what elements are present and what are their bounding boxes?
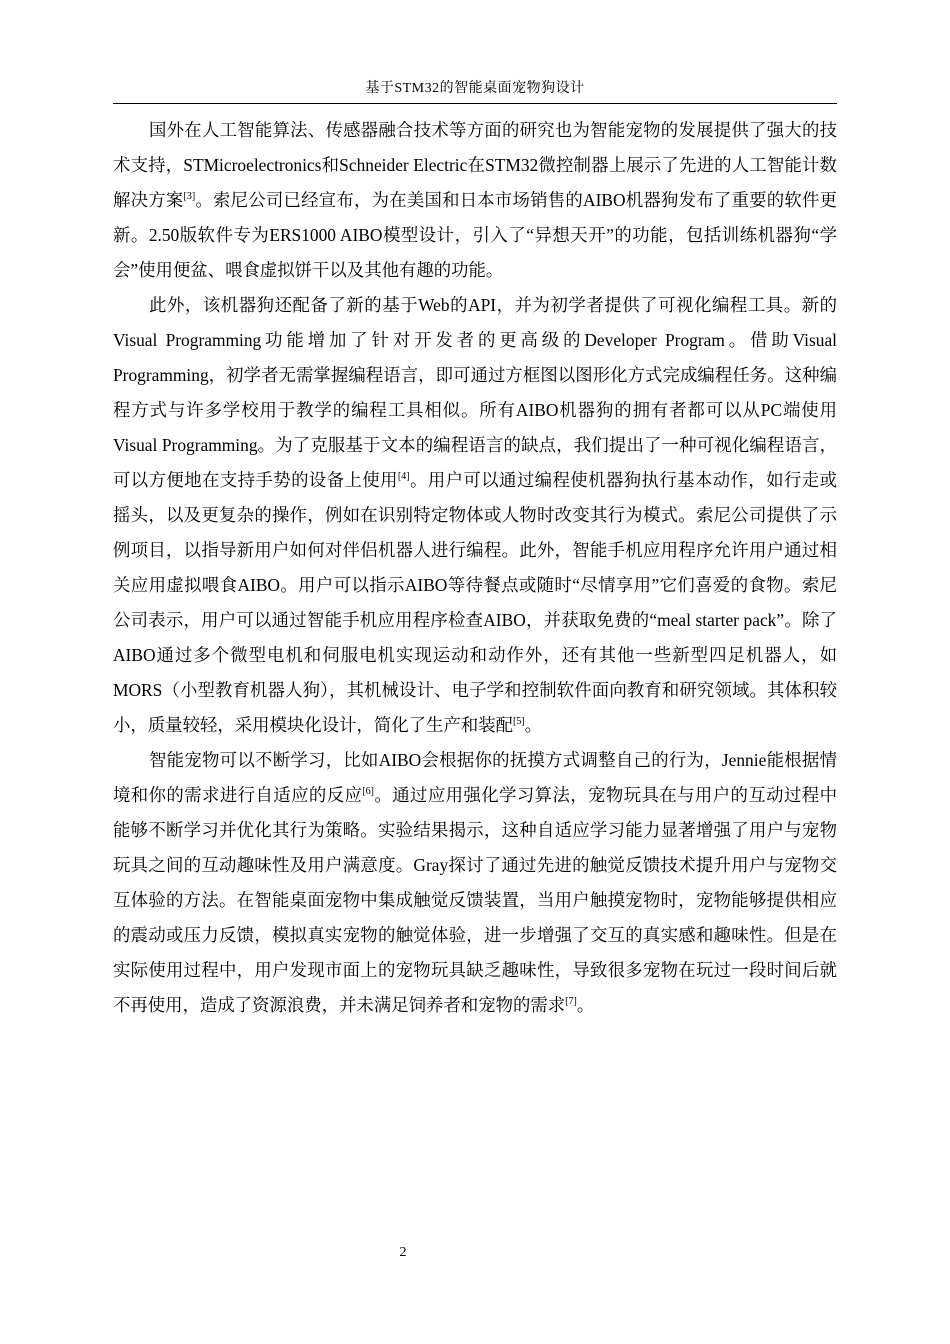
paragraph-text: 。用户可以通过编程使机器狗执行基本动作，如行走或摇头，以及更复杂的操作，例如在识别特定物体或人物时改变其行为模式。索尼公司提供了示例项目，以指导新用户如何对伴侣机器人进行编程。此外，智能手机应用程序允许用户通过相关应用虚拟喂食AIBO。用户可以指示AIBO等待餐点或随时“尽情享用”它们喜爱的食物。索尼公司表示，用户可以通过智能手机应用程序检查AIBO，并获取免费的“meal starter pack”。除了AIBO通过多个微型电机和伺服电机实现运动和动作外，还有其他一些新型四足机器人，如MORS（小型教育机器人狗），其机械设计、电子学和控制软件面向教育和研究领域。其体积较小，质量较轻，采用模块化设计，简化了生产和装配 <box>113 470 837 735</box>
body-text <box>113 113 837 1023</box>
citation-ref: [7] <box>565 996 577 1008</box>
paragraph-text: 。通过应用强化学习算法，宠物玩具在与用户的互动过程中能够不断学习并优化其行为策略。实验结果揭示，这种自适应学习能力显著增强了用户与宠物玩具之间的互动趣味性及用户满意度。Gray探讨了通过先进的触觉反馈技术提升用户与宠物交互体验的方法。在智能桌面宠物中集成触觉反馈装置，当用户触摸宠物时，宠物能够提供相应的震动或压力反馈，模拟真实宠物的触觉体验，进一步增强了交互的真实感和趣味性。但是在实际使用过程中，用户发现市面上的宠物玩具缺乏趣味性，导致很多宠物在玩过一段时间后就不再使用，造成了资源浪费，并未满足饲养者和宠物的需求 <box>113 785 837 1015</box>
paragraph-3 <box>113 743 837 1023</box>
paragraph-text: 。 <box>576 995 595 1015</box>
citation-ref: [6] <box>362 786 374 798</box>
paragraph-text: 。 <box>524 715 543 735</box>
citation-ref: [5] <box>513 716 525 728</box>
page-number: 2 <box>399 1245 407 1260</box>
paragraph-text: 。索尼公司已经宣布，为在美国和日本市场销售的AIBO机器狗发布了重要的软件更新。2.50版软件专为ERS1000 AIBO模型设计，引入了“异想天开”的功能，包括训练机器狗“学会”使用便盆、喂食虚拟饼干以及其他有趣的功能。 <box>113 190 837 280</box>
citation-ref: [4] <box>397 471 410 483</box>
paragraph-2 <box>113 288 837 743</box>
paragraph-text: 智能宠物可以不断学习，比如AIBO会根据你的抚摸方式调整自己的行为，Jennie能根据情境和你的需求进行自适应的反应 <box>113 750 837 805</box>
paragraph-text: 此外，该机器狗还配备了新的基于Web的API，并为初学者提供了可视化编程工具。新的Visual Programming功能增加了针对开发者的更高级的Developer Program。借助Visual Programming，初学者无需掌握编程语言，即可通过方框图以图形化方式完成编程任务。这种编程方式与许多学校用于教学的编程工具相似。所有AIBO机器狗的拥有者都可以从PC端使用Visual Programming。为了克服基于文本的编程语言的缺点，我们提出了一种可视化编程语言，可以方便地在支持手势的设备上使用 <box>113 295 837 490</box>
header-divider <box>113 103 837 104</box>
paragraph-1 <box>113 113 837 288</box>
paragraph-text: 国外在人工智能算法、传感器融合技术等方面的研究也为智能宠物的发展提供了强大的技术支持，STMicroelectronics和Schneider Electric在STM32微控制器上展示了先进的人工智能计数解决方案 <box>113 120 837 210</box>
citation-ref: [3] <box>183 191 196 203</box>
running-header: 基于STM32的智能桌面宠物狗设计 <box>365 81 585 96</box>
